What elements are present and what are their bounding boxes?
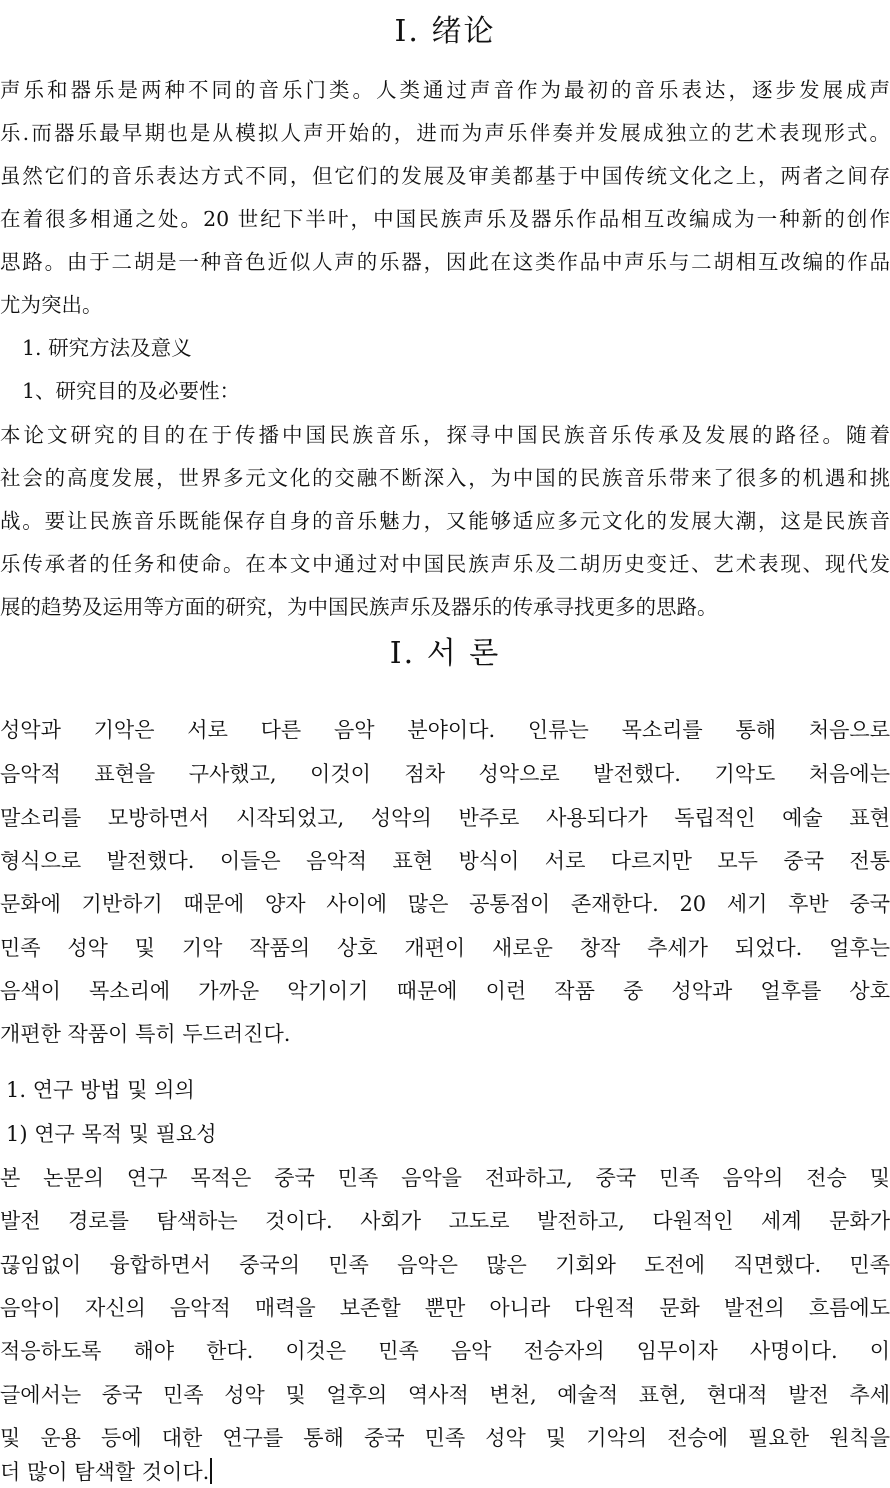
korean-intro-line-1: 성악과 기악은 서로 다른 음악 분야이다. 인류는 목소리를 통해 처음으로 xyxy=(0,718,890,742)
chinese-intro-line-1: 声乐和器乐是两种不同的音乐门类。人类通过声音作为最初的音乐表达，逐步发展成声 xyxy=(0,78,890,102)
korean-body-line-3: 끊임없이 융합하면서 중국의 민족 음악은 많은 기회와 도전에 직면했다. 민족 xyxy=(0,1253,890,1277)
chinese-intro-line-5: 思路。由于二胡是一种音色近似人声的乐器，因此在这类作品中声乐与二胡相互改编的作品 xyxy=(0,250,890,274)
chinese-title: I. 绪论 xyxy=(394,14,496,49)
chinese-subsection-heading: 1、研究目的及必要性： xyxy=(22,379,241,403)
korean-intro-line-3: 말소리를 모방하면서 시작되었고, 성악의 반주로 사용되다가 독립적인 예술 표현 xyxy=(0,806,890,830)
korean-body-line-6: 글에서는 중국 민족 성악 및 얼후의 역사적 변천, 예술적 표현, 현대적 발전 추세 xyxy=(0,1383,890,1407)
korean-title: I. 서 론 xyxy=(389,636,501,671)
korean-intro-line-7: 음색이 목소리에 가까운 악기이기 때문에 이런 작품 중 성악과 얼후를 상호 xyxy=(0,979,890,1003)
chinese-section-heading: 1. 研究方法及意义 xyxy=(22,336,192,360)
korean-intro-line-2: 음악적 표현을 구사했고, 이것이 점차 성악으로 발전했다. 기악도 처음에는 xyxy=(0,762,890,786)
korean-body-line-5: 적응하도록 해야 한다. 이것은 민족 음악 전승자의 임무이자 사명이다. 이 xyxy=(0,1339,890,1363)
korean-body-line-7: 및 운용 등에 대한 연구를 통해 중국 민족 성악 및 기악의 전승에 필요한 원칙을 xyxy=(0,1426,890,1450)
chinese-intro-line-3: 虽然它们的音乐表达方式不同，但它们的发展及审美都基于中国传统文化之上，两者之间存 xyxy=(0,164,890,188)
chinese-body-line-1: 本论文研究的目的在于传播中国民族音乐，探寻中国民族音乐传承及发展的路径。随着 xyxy=(0,423,890,447)
korean-intro-line-6: 민족 성악 및 기악 작품의 상호 개편이 새로운 창작 추세가 되었다. 얼후는 xyxy=(0,936,890,960)
text-cursor xyxy=(210,1458,212,1484)
korean-body-line-2: 발전 경로를 탐색하는 것이다. 사회가 고도로 발전하고, 다원적인 세계 문화가 xyxy=(0,1209,890,1233)
korean-body-line-4: 음악이 자신의 음악적 매력을 보존할 뿐만 아니라 다원적 문화 발전의 흐름에도 xyxy=(0,1296,890,1320)
korean-section-heading: 1. 연구 방법 및 의의 xyxy=(6,1078,195,1102)
korean-intro-line-4: 형식으로 발전했다. 이들은 음악적 표현 방식이 서로 다르지만 모두 중국 전통 xyxy=(0,849,890,873)
korean-body-line-8-wrapper[interactable] xyxy=(0,1456,890,1488)
korean-body-line-1: 본 논문의 연구 목적은 중국 민족 음악을 전파하고, 중국 민족 음악의 전승 및 xyxy=(0,1166,890,1190)
chinese-body-line-4: 乐传承者的任务和使命。在本文中通过对中国民族声乐及二胡历史变迁、艺术表现、现代发 xyxy=(0,552,890,576)
chinese-body-line-2: 社会的高度发展，世界多元文化的交融不断深入，为中国的民族音乐带来了很多的机遇和挑 xyxy=(0,466,890,490)
korean-intro-line-8: 개편한 작품이 특히 두드러진다. xyxy=(0,1022,291,1046)
korean-intro-line-5: 문화에 기반하기 때문에 양자 사이에 많은 공통점이 존재한다. 20 세기 후반 중국 xyxy=(0,892,890,916)
chinese-body-line-5: 展的趋势及运用等方面的研究，为中国民族声乐及器乐的传承寻找更多的思路。 xyxy=(0,595,718,619)
chinese-body-line-3: 战。要让民族音乐既能保存自身的音乐魅力，又能够适应多元文化的发展大潮，这是民族音 xyxy=(0,509,890,533)
korean-body-line-8: 더 많이 탐색할 것이다. xyxy=(0,1460,210,1484)
chinese-intro-line-4: 在着很多相通之处。20 世纪下半叶，中国民族声乐及器乐作品相互改编成为一种新的创作 xyxy=(0,207,890,231)
chinese-intro-line-6: 尤为突出。 xyxy=(0,293,103,317)
chinese-intro-line-2: 乐.而器乐最早期也是从模拟人声开始的，进而为声乐伴奏并发展成独立的艺术表现形式。 xyxy=(0,121,890,145)
korean-subsection-heading: 1) 연구 목적 및 필요성 xyxy=(6,1122,217,1146)
